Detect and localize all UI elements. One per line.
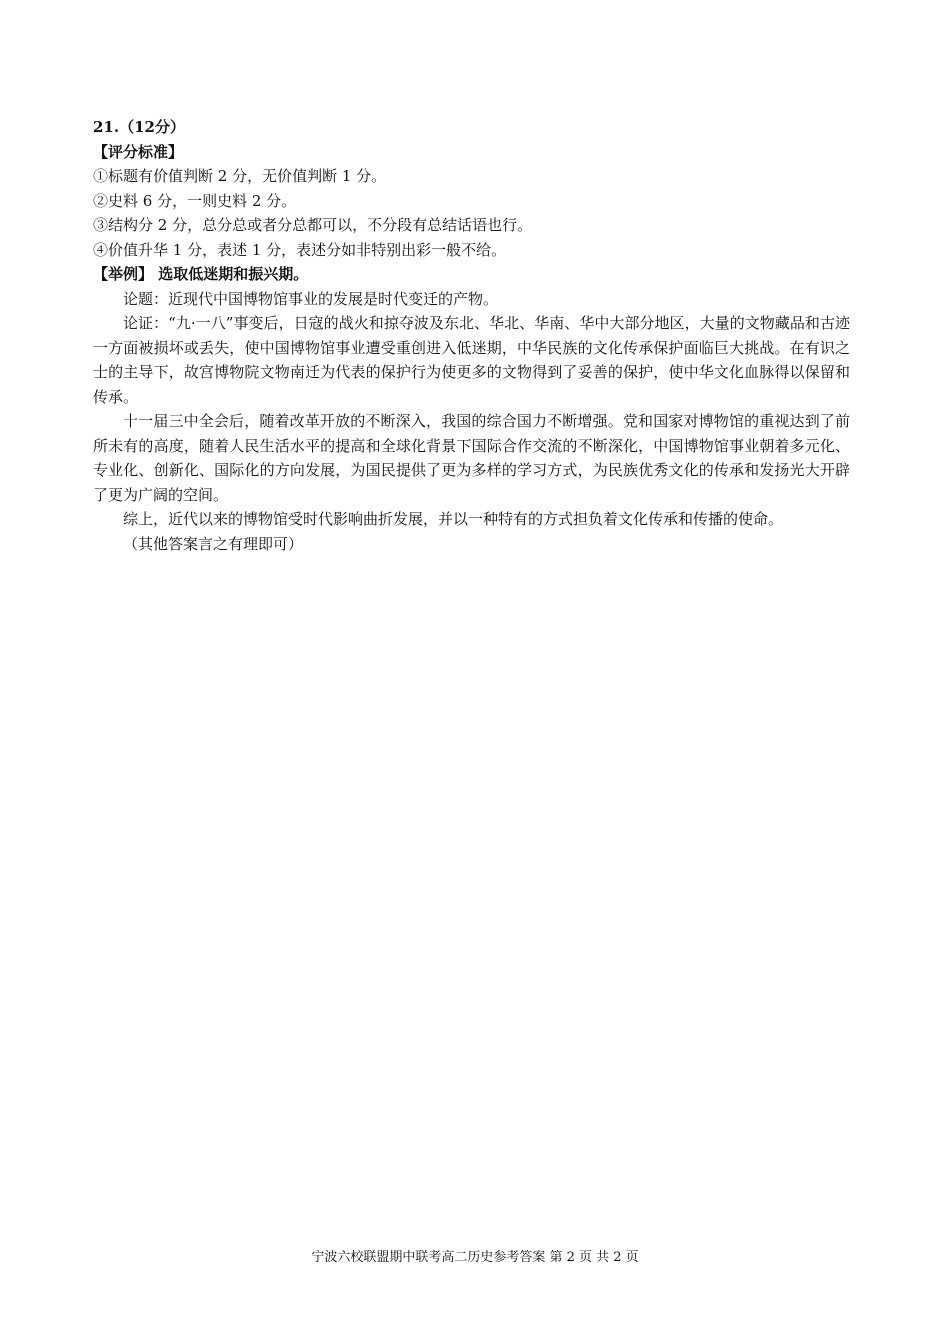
example-title: 【举例】 选取低迷期和振兴期。 [93, 265, 309, 283]
criteria-item-1: ①标题有价值判断 2 分，无价值判断 1 分。 [93, 167, 387, 185]
question-header: 21.（12分） [93, 118, 185, 136]
criteria-item-4: ④价值升华 1 分，表述 1 分，表述分如非特别出彩一般不给。 [93, 240, 507, 259]
note-paragraph: （其他答案言之有理即可） [123, 534, 304, 553]
answer-content [93, 115, 850, 556]
criteria-item-2: ②史料 6 分，一则史料 2 分。 [93, 191, 297, 210]
argument-paragraph-1: 论证：“九·一八”事变后，日寇的战火和掠夺波及东北、华北、华南、华中大部分地区，大量的文物藏品和古迹一方面被损坏或丢失，使中国博物馆事业遭受重创进入低迷期，中华民族的文化传承保护面临巨大挑战。在有识之士的主导下，故宫博物院文物南迁为代表的保护行为使更多的文物得到了妥善的保护，使中华文化血脉得以保留和传承。 [93, 314, 850, 406]
conclusion-paragraph: 综上，近代以来的博物馆受时代影响曲折发展，并以一种特有的方式担负着文化传承和传播的使命。 [123, 510, 784, 528]
thesis-paragraph: 论题：近现代中国博物馆事业的发展是时代变迁的产物。 [123, 289, 499, 308]
argument-paragraph-2: 十一届三中全会后，随着改革开放的不断深入，我国的综合国力不断增强。党和国家对博物馆的重视达到了前所未有的高度，随着人民生活水平的提高和全球化背景下国际合作交流的不断深化，中国博物馆事业朝着多元化、专业化、创新化、国际化的方向发展，为国民提供了更为多样的学习方式，为民族优秀文化的传承和发扬光大开辟了更为广阔的空间。 [93, 412, 850, 504]
criteria-title: 【评分标准】 [93, 142, 184, 161]
page-footer: 宁波六校联盟期中联考高二历史参考答案 第 2 页 共 2 页 [311, 1250, 639, 1265]
criteria-item-3: ③结构分 2 分，总分总或者分总都可以，不分段有总结话语也行。 [93, 216, 533, 234]
